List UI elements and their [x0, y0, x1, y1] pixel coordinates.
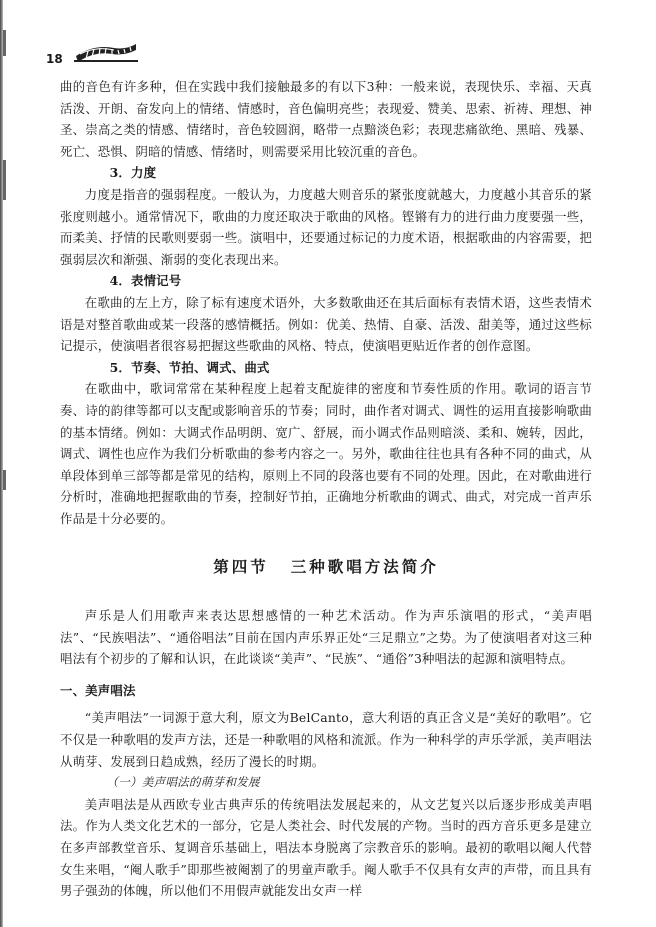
scan-edge	[0, 0, 3, 927]
heading-dynamics: 3．力度	[109, 165, 157, 181]
page-header	[40, 38, 656, 68]
heading-rhythm-meter-mode-form: 5．节奏、节拍、调式、曲式	[109, 359, 270, 375]
scan-mark	[3, 470, 6, 490]
page-number: 18	[46, 52, 63, 66]
paragraph: 声乐是人们用歌声来表达思想感情的一种艺术活动。作为声乐演唱的形式，“美声唱法”、“民族唱法”、“通俗唱法”目前在国内声乐界正处“三足鼎立”之势。为了使演唱者对这三种唱法有个初步的了解和认识，在此谈谈“美声”、“民族”、“通俗”3种唱法的起源和演唱特点。	[60, 608, 592, 667]
paragraph: 在歌曲的左上方，除了标有速度术语外，大多数歌曲还在其后面标有表情术语，这些表情术语是对整首歌曲或某一段落的感情概括。例如：优美、热情、自豪、活泼、甜美等，通过这些标记提示，使演唱者很容易把握这些歌曲的风格、特点，使演唱更贴近作者的创作意图。	[60, 294, 592, 354]
paragraph: 力度是指音的强弱程度。一般认为，力度越大则音乐的紧张度就越大，力度越小其音乐的紧张度则越小。通常情况下，歌曲的力度还取决于歌曲的风格。铿锵有力的进行曲力度要强一些，而柔美、抒情的民歌则要弱一些。演唱中，还要通过标记的力度术语，根据歌曲的内容需要，把强弱层次和渐强、渐弱的变化表现出来。	[60, 186, 592, 267]
heading-bel-canto: 一、美声唱法	[60, 682, 136, 698]
piano-keys-book-icon	[74, 38, 138, 68]
section-title	[60, 556, 592, 578]
section-number: 第四节	[213, 557, 269, 577]
paragraph: “美声唱法”一词源于意大利，原文为BelCanto，意大利语的真正含义是“美好的歌唱”。它不仅是一种歌唱的发声方法，还是一种歌唱的风格和流派。作为一种科学的声乐学派，美声唱法从萌芽、发展到日趋成熟，经历了漫长的时期。	[60, 710, 592, 769]
paragraph: 在歌曲中，歌词常常在某种程度上起着支配旋律的密度和节奏性质的作用。歌词的语言节奏、诗的韵律等都可以支配或影响音乐的节奏；同时，曲作者对调式、调性的运用直接影响歌曲的基本情绪。例如：大调式作品明朗、宽广、舒展，而小调式作品则暗淡、柔和、婉转，因此，调式、调性也应作为我们分析歌曲的参考内容之一。另外，歌曲往往也具有各种不同的曲式，从单段体到单三部等都是常见的结构，原则上不同的段落也要有不同的处理。因此，在对歌曲进行分析时，准确地把握歌曲的节奏，控制好节拍，正确地分析歌曲的调式、曲式，对完成一首声乐作品是十分必要的。	[60, 381, 592, 526]
heading-expression-marks: 4．表情记号	[109, 273, 182, 289]
scan-mark	[3, 160, 6, 200]
scan-mark	[3, 30, 6, 56]
section-heading: 三种歌唱方法简介	[290, 557, 439, 577]
paragraph: 美声唱法是从西欧专业古典声乐的传统唱法发展起来的，从文艺复兴以后逐步形成美声唱法。作为人类文化艺术的一部分，它是人类社会、时代发展的产物。当时的西方音乐更多是建立在多声部教堂音乐、复调音乐基础上，唱法本身脱离了宗教音乐的影响。最初的歌唱以阉人代替女生来唱，“阉人歌手”即那些被阉割了的男童声歌手。阉人歌手不仅具有女声的声带，而且具有男子强劲的体魄，所以他们不用假声就能发出女声一样	[60, 796, 592, 899]
paragraph: 曲的音色有许多种，但在实践中我们接触最多的有以下3种：一般来说，表现快乐、幸福、天真活泼、开朗、奋发向上的情绪、情感时，音色偏明亮些；表现爱、赞美、思索、祈祷、理想、神圣、崇高之类的情感、情绪时，音色较圆润，略带一点黯淡色彩；表现悲痛欲绝、黑暗、残暴、死亡、恐惧、阴暗的情感、情绪时，则需要采用比较沉重的音色。	[60, 79, 592, 159]
page-content	[60, 76, 592, 902]
heading-origin-development: （一）美声唱法的萌芽和发展	[106, 775, 260, 790]
